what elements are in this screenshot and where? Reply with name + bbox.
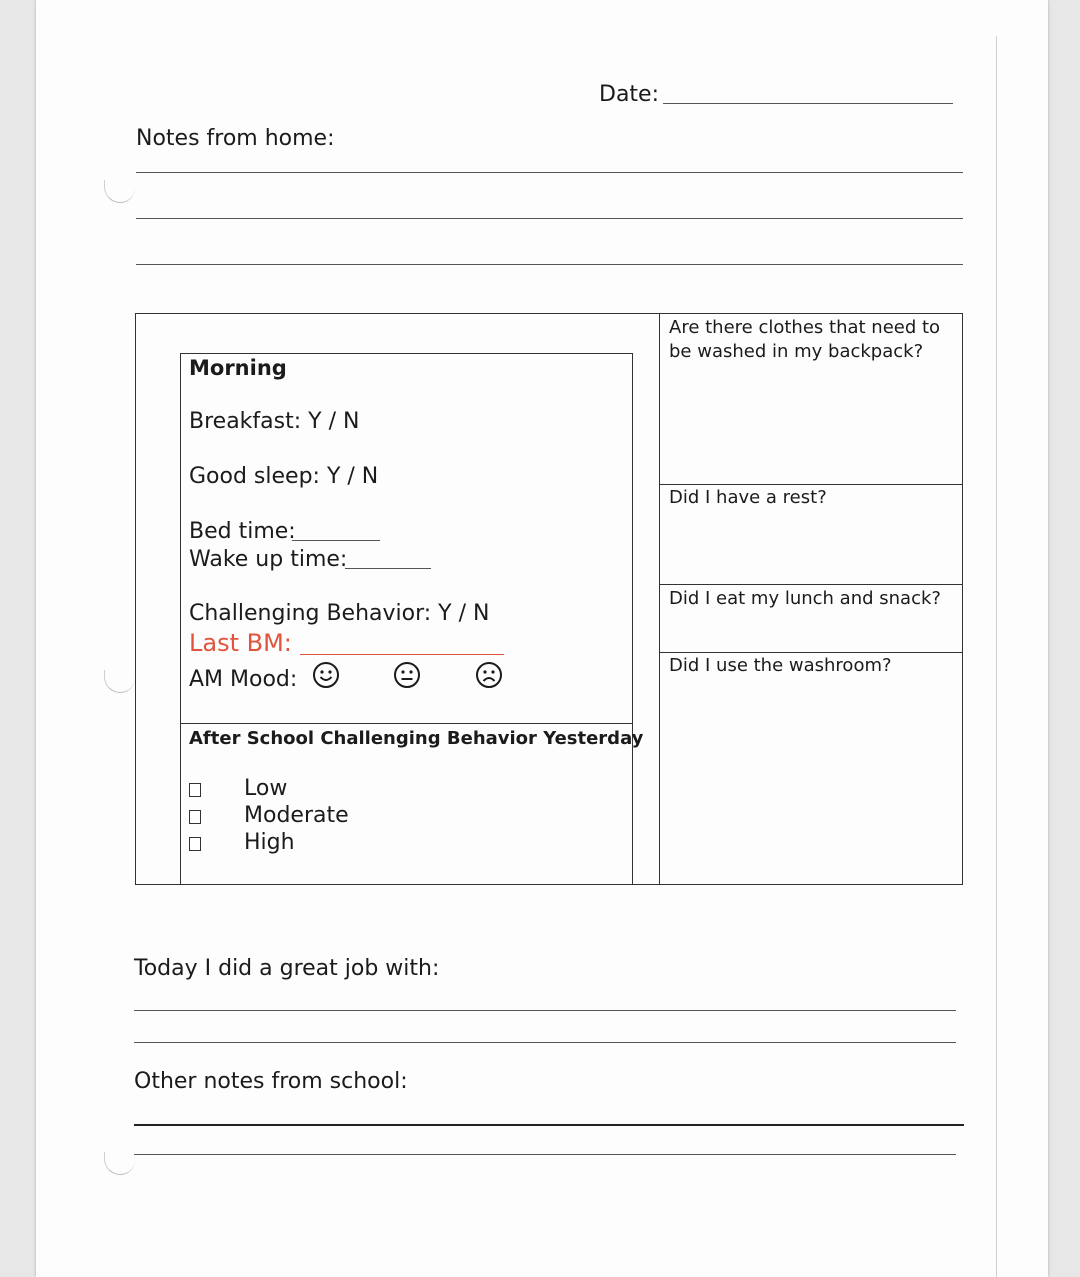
- last-bm-label: Last BM:: [189, 629, 292, 657]
- breakfast-field: Breakfast: Y / N: [189, 409, 360, 434]
- date-label: Date:: [599, 82, 659, 107]
- date-line[interactable]: [663, 103, 953, 104]
- rest-question: Did I have a rest?: [669, 487, 827, 508]
- neutral-face-icon[interactable]: [393, 661, 421, 689]
- other-notes-label: Other notes from school:: [134, 1069, 408, 1094]
- morning-title: Morning: [189, 356, 287, 380]
- moderate-option-label: Moderate: [244, 803, 349, 828]
- great-job-line-1[interactable]: [134, 1010, 956, 1011]
- high-checkbox[interactable]: [189, 837, 201, 851]
- low-checkbox[interactable]: [189, 783, 201, 797]
- great-job-label: Today I did a great job with:: [134, 956, 440, 981]
- good-sleep-field: Good sleep: Y / N: [189, 464, 379, 489]
- wake-time-label: Wake up time:: [189, 547, 348, 572]
- lunch-question: Did I eat my lunch and snack?: [669, 588, 941, 609]
- notes-home-line-2[interactable]: [136, 218, 963, 219]
- sad-face-icon[interactable]: [475, 661, 503, 689]
- clothes-question: Are there clothes that need to be washed in my backpack?: [669, 317, 941, 362]
- high-option-label: High: [244, 830, 295, 855]
- wake-time-line[interactable]: [345, 568, 431, 569]
- after-school-title: After School Challenging Behavior Yesterday: [189, 728, 644, 749]
- washroom-question: Did I use the washroom?: [669, 655, 892, 676]
- notes-home-line-1[interactable]: [136, 172, 963, 173]
- challenging-behavior-field: Challenging Behavior: Y / N: [189, 601, 490, 626]
- happy-face-icon[interactable]: [312, 661, 340, 689]
- bed-time-label: Bed time:: [189, 519, 296, 544]
- page-edge-rule: [996, 36, 997, 1277]
- right-row-divider-2: [660, 584, 962, 585]
- am-mood-label: AM Mood:: [189, 667, 298, 692]
- table-column-divider: [659, 313, 660, 885]
- low-option-label: Low: [244, 776, 288, 801]
- other-notes-line-1[interactable]: [134, 1124, 964, 1126]
- notes-home-line-3[interactable]: [136, 264, 963, 265]
- morning-box-divider: [181, 723, 632, 724]
- other-notes-line-2[interactable]: [134, 1154, 956, 1155]
- last-bm-line[interactable]: [300, 654, 504, 655]
- bed-time-line[interactable]: [292, 540, 380, 541]
- right-row-divider-3: [660, 652, 962, 653]
- great-job-line-2[interactable]: [134, 1042, 956, 1043]
- right-row-divider-1: [660, 484, 962, 485]
- moderate-checkbox[interactable]: [189, 810, 201, 824]
- notes-home-label: Notes from home:: [136, 126, 335, 151]
